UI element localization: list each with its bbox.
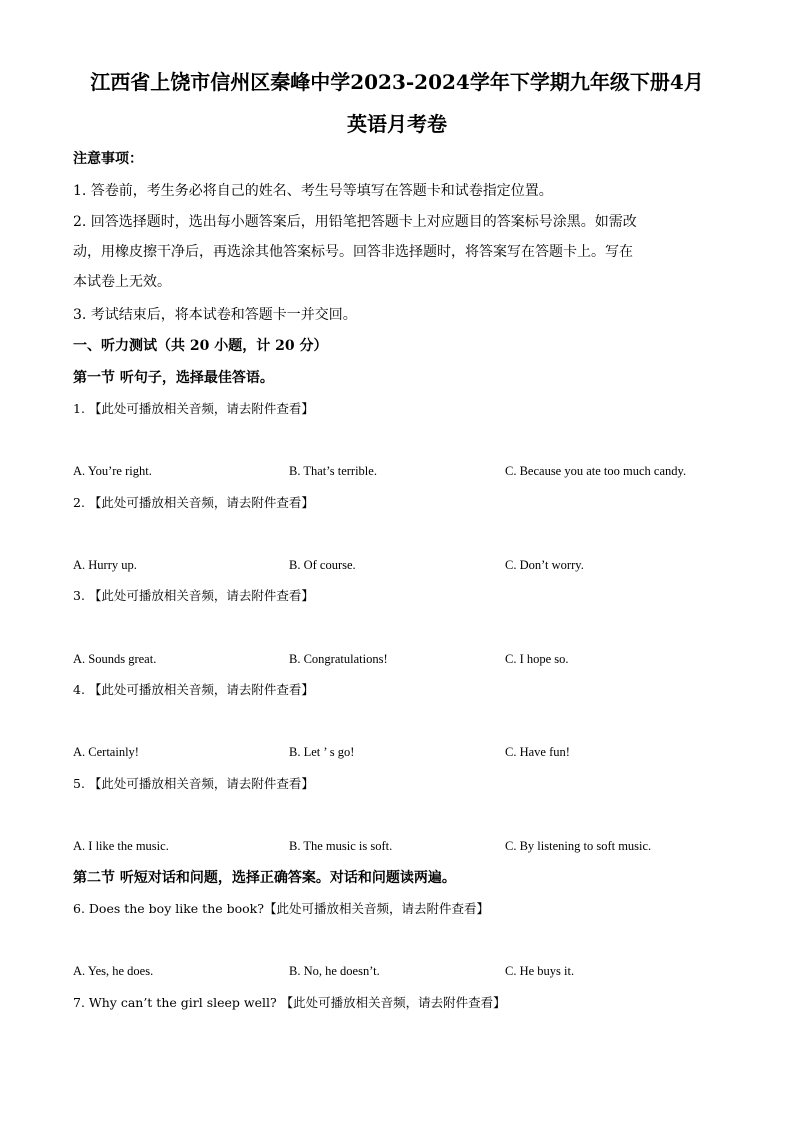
question-2-option-b: B. Of course. — [289, 558, 356, 572]
question-4-option-b: B. Let ’ s go! — [289, 745, 355, 759]
notice-item-2-line-3: 本试卷上无效。 — [73, 274, 171, 290]
notice-item-2-line-2: 动，用橡皮擦干净后，再选涂其他答案标号。回答非选择题时，将答案写在答题卡上。写在 — [73, 244, 633, 260]
question-6-option-a: A. Yes, he does. — [73, 964, 154, 978]
question-6-option-c: C. He buys it. — [505, 964, 575, 978]
question-3-prompt: 3. 【此处可播放相关音频，请去附件查看】 — [73, 588, 314, 603]
question-3-option-b: B. Congratulations! — [289, 652, 388, 666]
question-2-option-c: C. Don’t worry. — [505, 558, 584, 572]
notice-item-2-line-1: 2. 回答选择题时，选出每小题答案后，用铅笔把答题卡上对应题目的答案标号涂黑。如需改 — [73, 214, 637, 230]
part-heading: 一、听力测试（共 20 小题，计 20 分） — [73, 338, 328, 354]
question-7-prompt: 7. Why can’t the girl sleep well? 【此处可播放相关音频，请去附件查看】 — [73, 995, 506, 1010]
section-2-heading: 第二节 听短对话和问题，选择正确答案。对话和问题读两遍。 — [73, 870, 456, 886]
question-1-option-c: C. Because you ate too much candy. — [505, 464, 687, 478]
exam-title-line-1: 江西省上饶市信州区秦峰中学2023-2024学年下学期九年级下册4月 — [90, 70, 704, 94]
question-5-prompt: 5. 【此处可播放相关音频，请去附件查看】 — [73, 776, 314, 791]
question-1-prompt: 1. 【此处可播放相关音频，请去附件查看】 — [73, 401, 314, 416]
question-5-option-c: C. By listening to soft music. — [505, 839, 652, 853]
question-4-option-a: A. Certainly! — [73, 745, 139, 759]
question-6-option-b: B. No, he doesn’t. — [289, 964, 380, 978]
question-5-option-b: B. The music is soft. — [289, 839, 393, 853]
question-3-option-c: C. I hope so. — [505, 652, 569, 666]
question-2-option-a: A. Hurry up. — [73, 558, 137, 572]
notice-heading: 注意事项： — [73, 151, 143, 167]
question-1-option-a: A. You’re right. — [73, 464, 152, 478]
section-1-heading: 第一节 听句子，选择最佳答语。 — [73, 370, 274, 386]
question-2-prompt: 2. 【此处可播放相关音频，请去附件查看】 — [73, 495, 314, 510]
notice-item-1: 1. 答卷前，考生务必将自己的姓名、考生号等填写在答题卡和试卷指定位置。 — [73, 183, 553, 199]
question-6-prompt: 6. Does the boy like the book?【此处可播放相关音频，请去附件查看】 — [73, 901, 489, 916]
notice-item-3: 3. 考试结束后，将本试卷和答题卡一并交回。 — [73, 307, 357, 323]
question-4-prompt: 4. 【此处可播放相关音频，请去附件查看】 — [73, 682, 314, 697]
exam-title-line-2: 英语月考卷 — [347, 112, 447, 136]
question-5-option-a: A. I like the music. — [73, 839, 169, 853]
question-1-option-b: B. That’s terrible. — [289, 464, 377, 478]
question-4-option-c: C. Have fun! — [505, 745, 570, 759]
question-3-option-a: A. Sounds great. — [73, 652, 157, 666]
